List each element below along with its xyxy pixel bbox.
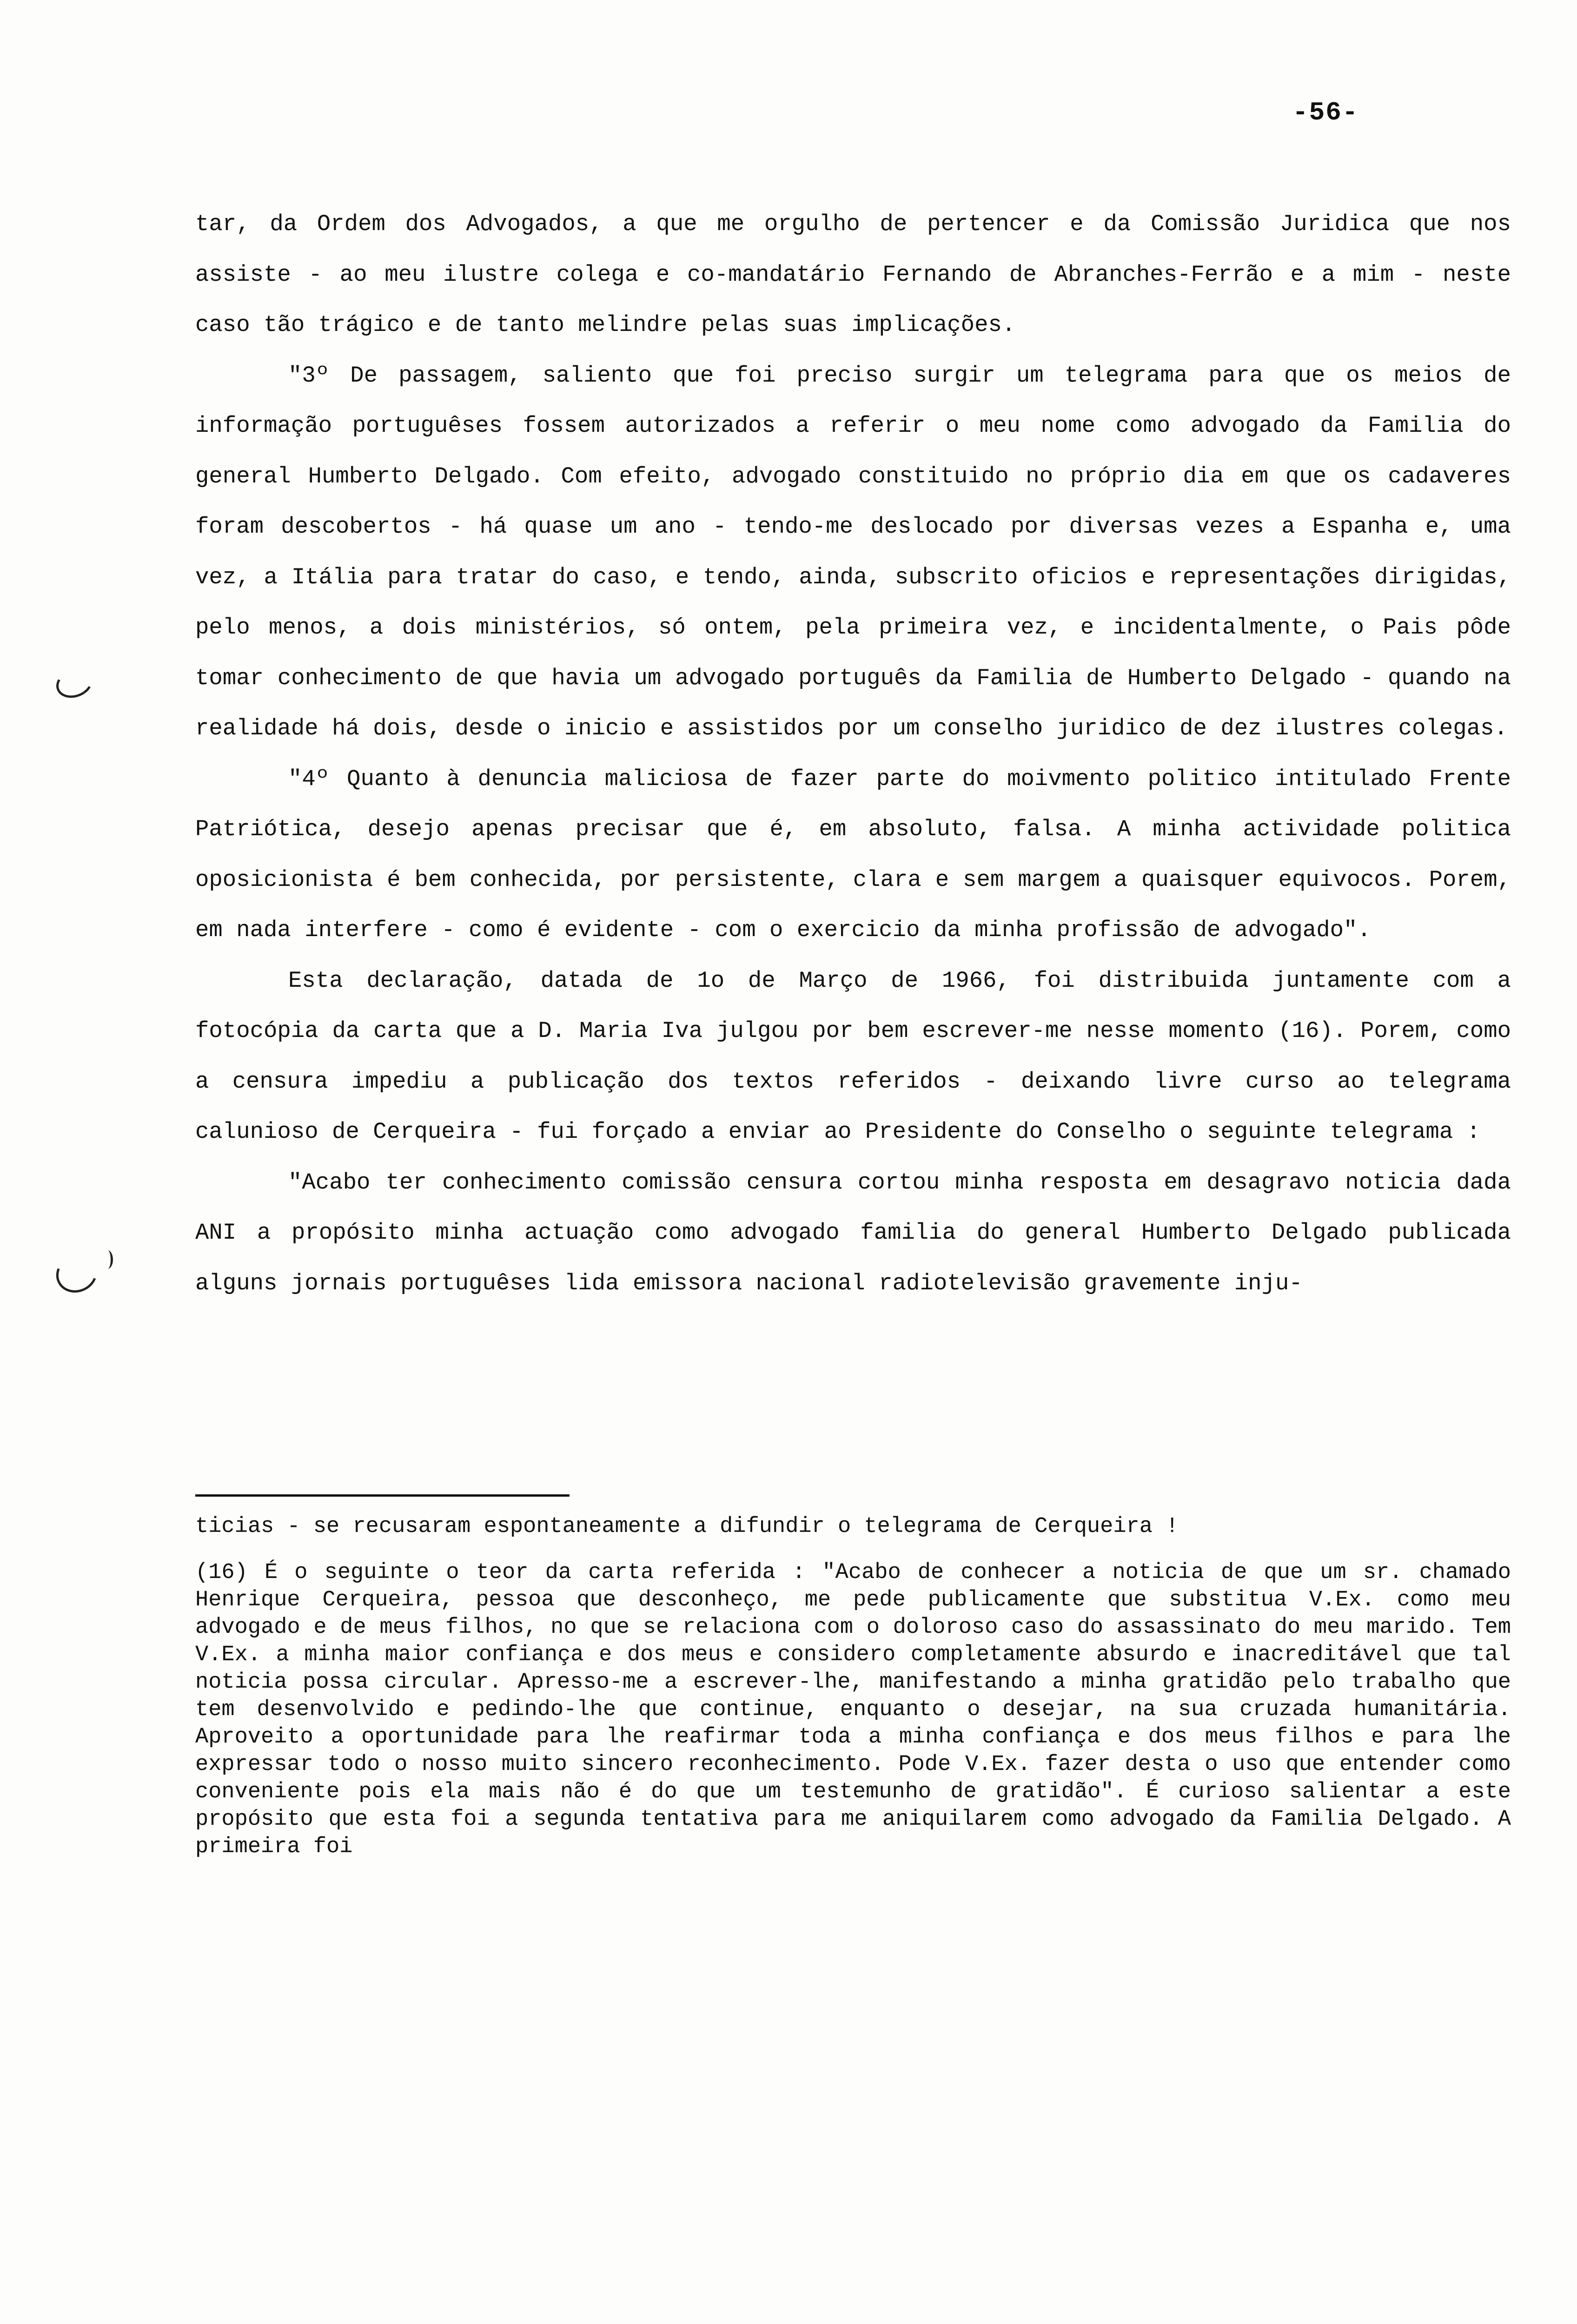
margin-pencil-mark <box>102 1250 113 1269</box>
paragraph-declaration: Esta declaração, datada de 1o de Março de 1966, foi distribuida juntamente com a fotocópia da carta que a D. Maria Iva julgou por bem escrever-me nesse momento (16). Porem, como a censura impediu a publicação dos textos referidos - deixando livre curso ao telegrama calunioso de Cerqueira - fui forçado a enviar ao Presidente do Conselho o seguinte telegrama : <box>195 967 1511 1145</box>
paragraph-point-4: "4º Quanto à denuncia maliciosa de fazer parte do moivmento politico intitulado Frente Patriótica, desejo apenas precisar que é, em absoluto, falsa. A minha actividade politica oposicionista é bem conhecida, por persistente, clara e sem margem a quaisquer equivocos. Porem, em nada interfere - como é evidente - com o exercicio da minha profissão de advogado". <box>195 766 1511 943</box>
footnote-continuation: ticias - se recusaram espontaneamente a difundir o telegrama de Cerqueira ! <box>195 1514 1179 1539</box>
paragraph-telegram: "Acabo ter conhecimento comissão censura cortou minha resposta em desagravo noticia dada ANI a propósito minha actuação como advogado familia do general Humberto Delgado publicada alguns jornais portuguêses lida emissora nacional radiotelevisão gravemente inju- <box>195 1169 1511 1296</box>
margin-pencil-mark <box>50 1248 103 1300</box>
page-number: -56- <box>1292 98 1359 127</box>
footnote-16: (16) É o seguinte o teor da carta referida : "Acabo de conhecer a noticia de que um sr. chamado Henrique Cerqueira, pessoa que desconheço, me pede publicamente que substitua V.Ex. como meu advogado e de meus filhos, no que se relaciona com o doloroso caso do assassinato do meu marido. Tem V.Ex. a minha maior confiança e dos meus e considero completamente absurdo e inacreditável que tal noticia possa circular. Apresso-me a escrever-lhe, manifestando a minha gratidão pelo trabalho que tem desenvolvido e pedindo-lhe que continue, enquanto o desejar, na sua cruzada humanitária. Aproveito a oportunidade para lhe reafirmar toda a minha confiança e dos meus filhos e para lhe expressar todo o nosso muito sincero reconhecimento. Pode V.Ex. fazer desta o uso que entender como conveniente pois ela mais não é do que um testemunho de gratidão". É curioso salientar a este propósito que esta foi a segunda tentativa para me aniquilarem como advogado da Familia Delgado. A primeira foi <box>195 1560 1511 1859</box>
paragraph-point-3: "3º De passagem, saliento que foi preciso surgir um telegrama para que os meios de informação portuguêses fossem autorizados a referir o meu nome como advogado da Familia do general Humberto Delgado. Com efeito, advogado constituido no próprio dia em que os cadaveres foram descobertos - há quase um ano - tendo-me deslocado por diversas vezes a Espanha e, uma vez, a Itália para tratar do caso, e tendo, ainda, subscrito oficios e representações dirigidas, pelo menos, a dois ministérios, só ontem, pela primeira vez, e incidentalmente, o Pais pôde tomar conhecimento de que havia um advogado português da Familia de Humberto Delgado - quando na realidade há dois, desde o inicio e assistidos por um conselho juridico de dez ilustres colegas. <box>195 362 1511 741</box>
margin-pencil-mark <box>52 664 97 703</box>
footnote-separator <box>195 1494 570 1497</box>
footnotes <box>195 1513 1511 1861</box>
main-text <box>195 199 1511 1308</box>
paragraph-continuation: tar, da Ordem dos Advogados, a que me orgulho de pertencer e da Comissão Juridica que nos assiste - ao meu ilustre colega e co-mandatário Fernando de Abranches-Ferrão e a mim - neste caso tão trágico e de tanto melindre pelas suas implicações. <box>195 211 1511 338</box>
